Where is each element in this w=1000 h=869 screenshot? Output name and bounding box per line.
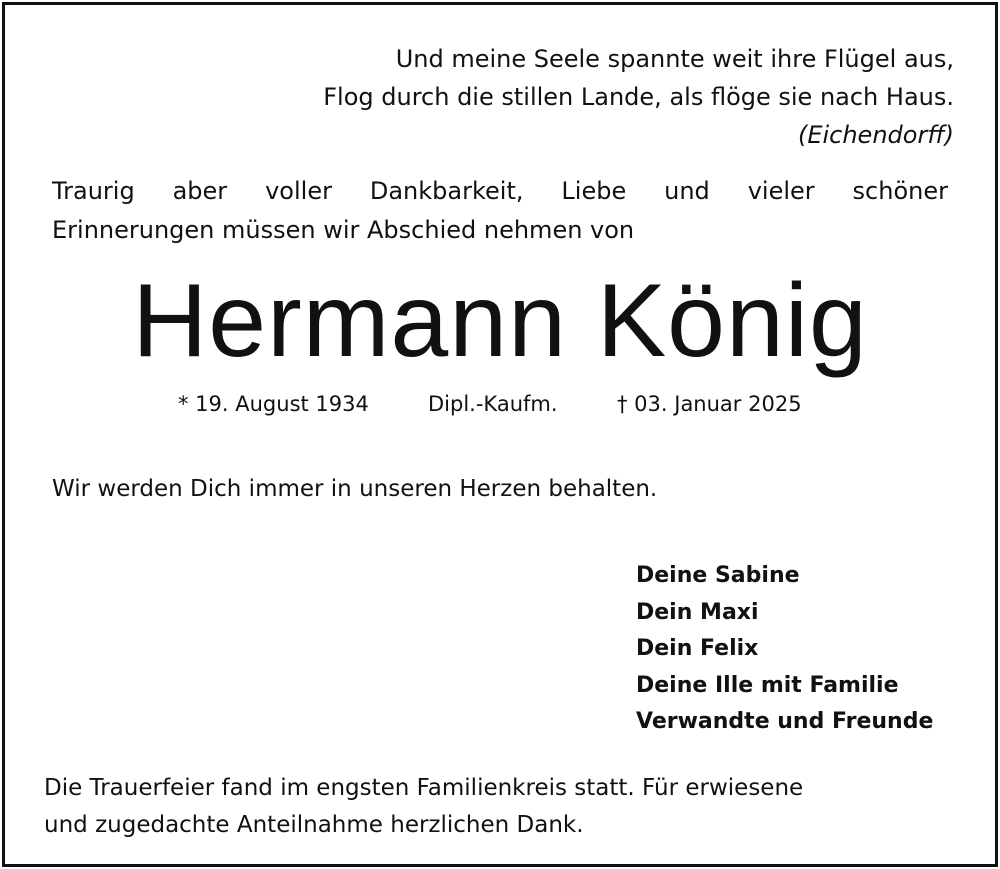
poem (323, 40, 954, 154)
intro-text (52, 172, 948, 250)
family-member: Dein Maxi (636, 599, 759, 625)
family-member: Dein Felix (636, 636, 759, 661)
family-member: Verwandte und Freunde (636, 709, 934, 734)
closing-line: Die Trauerfeier fand im engsten Familienkreis statt. Für erwiesene (44, 775, 804, 801)
poem-line: Flog durch die stillen Lande, als flöge sie nach Haus. (323, 83, 954, 111)
birth-date: * 19. August 1934 (178, 392, 369, 416)
poem-line: Und meine Seele spannte weit ihre Flügel aus, (395, 45, 954, 73)
deceased-title: Dipl.-Kaufm. (428, 392, 558, 416)
closing-line: und zugedachte Anteilnahme herzlichen Dank. (44, 812, 584, 838)
closing-text (44, 770, 803, 844)
intro-line: Traurig aber voller Dankbarkeit, Liebe und vieler schöner (52, 177, 948, 205)
message: Wir werden Dich immer in unseren Herzen behalten. (52, 476, 658, 502)
family-list (636, 558, 933, 741)
poem-author: (Eichendorff) (797, 121, 954, 149)
death-date: † 03. Januar 2025 (617, 392, 802, 416)
family-member: Deine Sabine (636, 563, 800, 588)
family-member: Deine Ille mit Familie (636, 672, 899, 698)
deceased-name: Hermann König (132, 263, 868, 379)
intro-line: Erinnerungen müssen wir Abschied nehmen von (52, 216, 635, 244)
